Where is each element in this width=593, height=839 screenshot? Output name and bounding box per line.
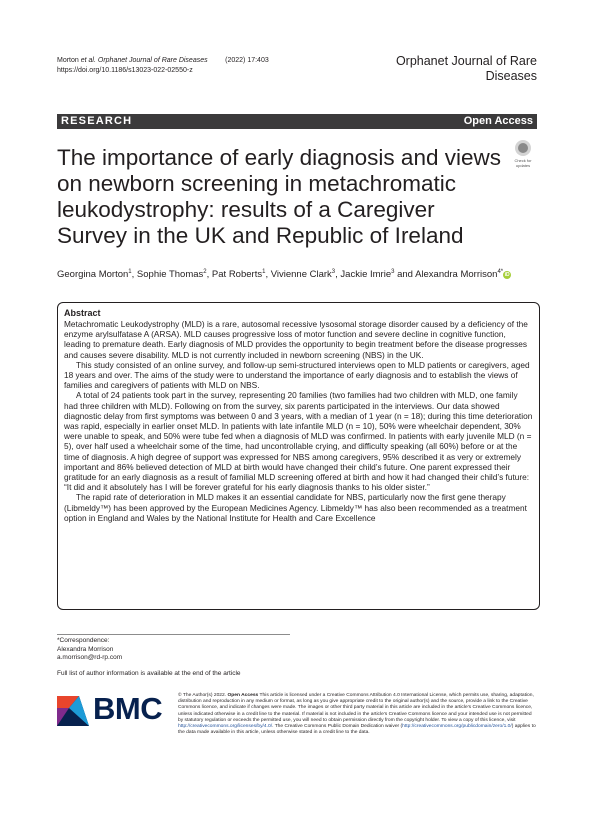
author-separator: , <box>335 269 341 281</box>
check-for-updates-badge[interactable] <box>509 140 537 170</box>
abstract-box <box>57 302 540 610</box>
citation-year-volume: (2022) 17:403 <box>225 57 269 64</box>
author-name: Vivienne Clark <box>270 269 332 281</box>
correspondence-block <box>57 637 122 663</box>
abstract-paragraph: This study consisted of an online survey, and follow-up semi-structured interviews open to MLD patients or caregivers, aged 18 years and over. The aims of the study were to understand the importance of early diagnosis and to establish the views of families and caregivers of patients with MLD on NBS. <box>64 359 530 391</box>
license-text <box>178 693 538 736</box>
article-type-label: RESEARCH <box>61 115 133 127</box>
author-name: Pat Roberts <box>211 269 263 281</box>
author-list <box>57 266 511 281</box>
author-affiliation-sup: 2 <box>203 269 207 275</box>
citation-header <box>57 56 269 76</box>
author-name: Jackie Imrie <box>340 269 392 281</box>
journal-name-line1: Orphanet Journal of Rare <box>395 54 537 68</box>
crossmark-inner-icon <box>518 143 528 153</box>
article-type-bar <box>57 114 537 129</box>
author-affiliation-sup: 1 <box>262 269 266 275</box>
license-prefix: © The Author(s) 2022. <box>178 693 228 698</box>
correspondence-label: *Correspondence: <box>57 637 110 644</box>
author-separator: , <box>131 269 137 281</box>
author-name: Sophie Thomas <box>136 269 204 281</box>
license-body-2: . The Creative Commons Public Domain Dedication waiver ( <box>272 724 403 730</box>
citation-doi-link[interactable]: https://doi.org/10.1186/s13023-022-02550-z <box>57 67 193 74</box>
author-info-note: Full list of author information is available at the end of the article <box>57 670 241 677</box>
correspondence-name: Alexandra Morrison <box>57 645 114 653</box>
license-open-access: Open Access <box>227 693 259 698</box>
citation-et-al: et al. <box>80 57 96 64</box>
abstract-heading: Abstract <box>64 308 101 318</box>
crossmark-label <box>509 158 537 168</box>
journal-name-line2: Diseases <box>485 69 537 83</box>
license-body-1: This article is licensed under a Creative Commons Attribution 4.0 International License, which permits use, sharing, adaptation, distribution and reproduction in any medium or format, as long as you give appropriate credit to the original author(s) and the source, provide a link to the Creative Commons licence, and indicate if changes were made. The images or other third party material in this article are included in the article’s Creative Commons licence, unless indicated otherwise in a credit line to the material. If material is not included in the article’s Creative Commons licence and your intended use is not permitted by statutory regulation or exceeds the permitted use, you will need to obtain permission directly from the copyright holder. To view a copy of this licence, visit <box>178 693 534 723</box>
correspondence-email[interactable]: a.morrison@rd-rp.com <box>57 654 123 662</box>
bmc-logo-text: BMC <box>93 691 163 726</box>
author-affiliation-sup: 1 <box>128 269 132 275</box>
author-affiliation-sup: 4* <box>497 269 504 275</box>
bmc-logo <box>57 691 167 726</box>
abstract-paragraph: The rapid rate of deterioration in MLD makes it an essential candidate for NBS, particularly now the first gene therapy (Libmeldy™) has been approved by the European Medicines Agency. Libmeldy™ has also been recommended as a treatment option in England and Wales by the National Institute for Health and Care Excellence <box>64 492 527 523</box>
crossmark-label-line2: updates <box>515 163 531 168</box>
license-body-3: ) applies to the data made available in this article, unless otherwise stated in a credit line to the data. <box>178 724 536 736</box>
article-title: The importance of early diagnosis and views on newborn screening in metachromatic leukodystrophy: results of a Caregiver Survey in the UK and Republic of Ireland <box>57 145 501 248</box>
footnote-divider <box>57 634 290 635</box>
author-separator: , <box>265 269 271 281</box>
journal-name <box>396 54 537 84</box>
citation-author: Morton <box>57 57 79 64</box>
author-conjunction: and <box>394 269 416 281</box>
license-link-cc0[interactable]: http://creativecommons.org/publicdomain/zero/1.0/ <box>402 724 512 730</box>
orcid-icon[interactable]: iD <box>504 272 510 279</box>
author-name: Georgina Morton <box>57 269 129 281</box>
license-link-cc-by[interactable]: http://creativecommons.org/licenses/by/4.0/ <box>178 724 273 730</box>
citation-journal: Orphanet Journal of Rare Diseases <box>97 57 208 64</box>
author-name: Alexandra Morrison <box>415 269 498 281</box>
author-affiliation-sup: 3 <box>391 269 395 275</box>
crossmark-label-line1: Check for <box>514 158 532 163</box>
abstract-paragraph: A total of 24 patients took part in the survey, representing 20 families (two families had two children with MLD, one family had three children with MLD). Following on from the survey, six parents participated in the interviews. Our data showed diagnostic delay from first symptoms was between 0 and 3 years, with a median of 1 year (n = 18); during this time deterioration was rapid, especially in earlier onset MLD. In patients with late infantile MLD (n = 10), 50% were wheelchair dependent, 30% were unable to speak, and 50% were tube fed when a diagnosis of MLD was confirmed. In patients with early juvenile MLD (n = 5), over half used a wheelchair some of the time, had uncontrollable crying, and difficulty speaking (all 60%) before or at the time of diagnosis. A high degree of support was expressed for NBS among caregivers, 95% described it as very or extremely important and 86% believed detection of MLD at birth would have changed their child’s future. One parent expressed their gratitude for an early diagnosis as a result of familial MLD screening offered at birth and how it had changed their child’s future: “It did and it absolutely has I will be forever grateful for his early diagnosis thanks to his older sister.” <box>64 390 533 493</box>
author-affiliation-sup: 3 <box>331 269 336 275</box>
bmc-logo-icon <box>57 696 89 726</box>
author-separator: , <box>206 269 212 281</box>
abstract-paragraph: Metachromatic Leukodystrophy (MLD) is a rare, autosomal recessive lysosomal storage disorder caused by a deficiency of the enzyme arylsulfatase A (ARSA). MLD causes progressive loss of motor function and severe decline in cognitive function, leading to premature death. Early diagnosis of MLD provides the opportunity to begin treatment before the disease progresses and causes severe disability. MLD is not currently included in newborn screening (NBS) in the UK. <box>64 319 528 360</box>
citation-line <box>57 56 269 66</box>
open-access-label: Open Access <box>463 115 533 127</box>
